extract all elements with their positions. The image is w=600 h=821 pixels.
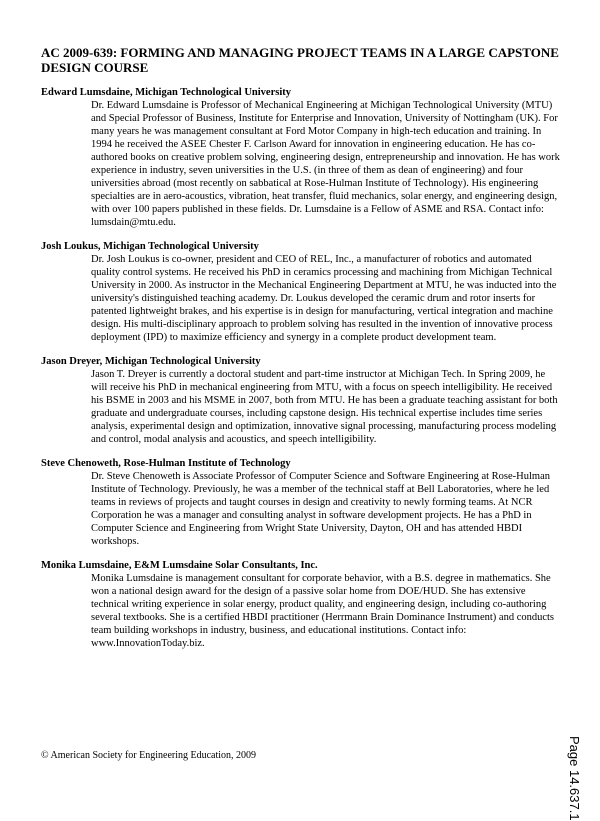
author-bio-text: Dr. Steve Chenoweth is Associate Professor of Computer Science and Software Engineering at Rose-Hulman Institute of Technology. Previously, he was a member of the technical staff at Bell Laboratories, where he led teams in reviews of projects and taught courses in design and creativity to newly forming teams. At NCR Corporation he was a manager and consulting analyst in software development projects. He has a PhD in Computer Science and Engineering from Wright State University, Dayton, OH and has attended HBDI workshops.	[91, 471, 550, 547]
author-bio-text: Jason T. Dreyer is currently a doctoral student and part-time instructor at Michigan Tech. In Spring 2009, he will receive his PhD in mechanical engineering from MTU, with a focus on speech intelligibility. He received his BSME in 2003 and his MSME in 2007, both from MTU. He has been a graduate teaching assistant for both graduate and undergraduate courses, including capstone design. His technical expertise includes time series analysis, experimental design and optimization, innovative signal processing, manufacturing process modeling and control, modal analysis and acoustics, and speech intelligibility.	[91, 369, 558, 445]
author-heading: Monika Lumsdaine, E&M Lumsdaine Solar Consultants, Inc.	[41, 560, 318, 571]
author-heading: Josh Loukus, Michigan Technological University	[41, 241, 259, 252]
author-bio	[41, 559, 561, 650]
author-bio-text: Dr. Josh Loukus is co-owner, president and CEO of REL, Inc., a manufacturer of robotics and automated quality control systems. He received his PhD in ceramics processing and machining from Michigan Technical University in 2000. As instructor in the Mechanical Engineering Department at MTU, he was inducted into the university's distinguished teaching academy. Dr. Loukus developed the ceramic drum and rotor inserts for patented lightweight brakes, and his expertise is in design for manufacturing, vertical integration and machine design. His multi-disciplinary approach to problem solving has resulted in the invention of innovative process deployment (IPD) to maximize efficiency and synergy in a complete product development team.	[91, 254, 557, 343]
page-number: Page 14.637.1	[567, 736, 582, 821]
author-bio-text: Monika Lumsdaine is management consultant for corporate behavior, with a B.S. degree in mathematics. She won a national design award for the design of a passive solar home from DOE/HUD. She has extensive technical writing experience in solar energy, product quality, and engineering design, including co-authoring several textbooks. She is a certified HBDI practitioner (Herrmann Brain Dominance Instrument) and conducts team building workshops in industry, business, and educational institutions. Contact info: www.InnovationToday.biz.	[91, 573, 555, 649]
copyright-footer: © American Society for Engineering Education, 2009	[41, 750, 257, 761]
author-heading: Jason Dreyer, Michigan Technological University	[41, 356, 261, 367]
author-bio	[41, 355, 561, 446]
author-biographies	[41, 86, 561, 661]
author-bio-text: Dr. Edward Lumsdaine is Professor of Mechanical Engineering at Michigan Technological University (MTU) and Special Professor of Business, Institute for Enterprise and Innovation, University of Nottingham (UK). For many years he was management consultant at Ford Motor Company in high-tech education and training. In 1994 he received the ASEE Chester F. Carlson Award for innovation in engineering education. He has co-authored books on creative problem solving, engineering design, entrepreneurship and innovation. He has work experience in industry, seven universities in the U.S. (in three of them as dean of engineering) and four universities abroad (most recently on sabbatical at Rose-Hulman Institute of Technology). His engineering specialties are in aero-acoustics, vibration, heat transfer, fluid mechanics, solar energy, and engineering design, with over 100 papers published in these fields. Dr. Lumsdaine is a Fellow of ASME and RSA. Contact info: lumsdain@mtu.edu.	[91, 100, 560, 228]
author-heading: Steve Chenoweth, Rose-Hulman Institute of Technology	[41, 458, 291, 469]
author-bio	[41, 240, 561, 344]
paper-title: AC 2009-639: FORMING AND MANAGING PROJECT TEAMS IN A LARGE CAPSTONE DESIGN COURSE	[41, 45, 559, 75]
author-heading: Edward Lumsdaine, Michigan Technological University	[41, 87, 291, 98]
author-bio	[41, 457, 561, 548]
author-bio	[41, 86, 561, 229]
